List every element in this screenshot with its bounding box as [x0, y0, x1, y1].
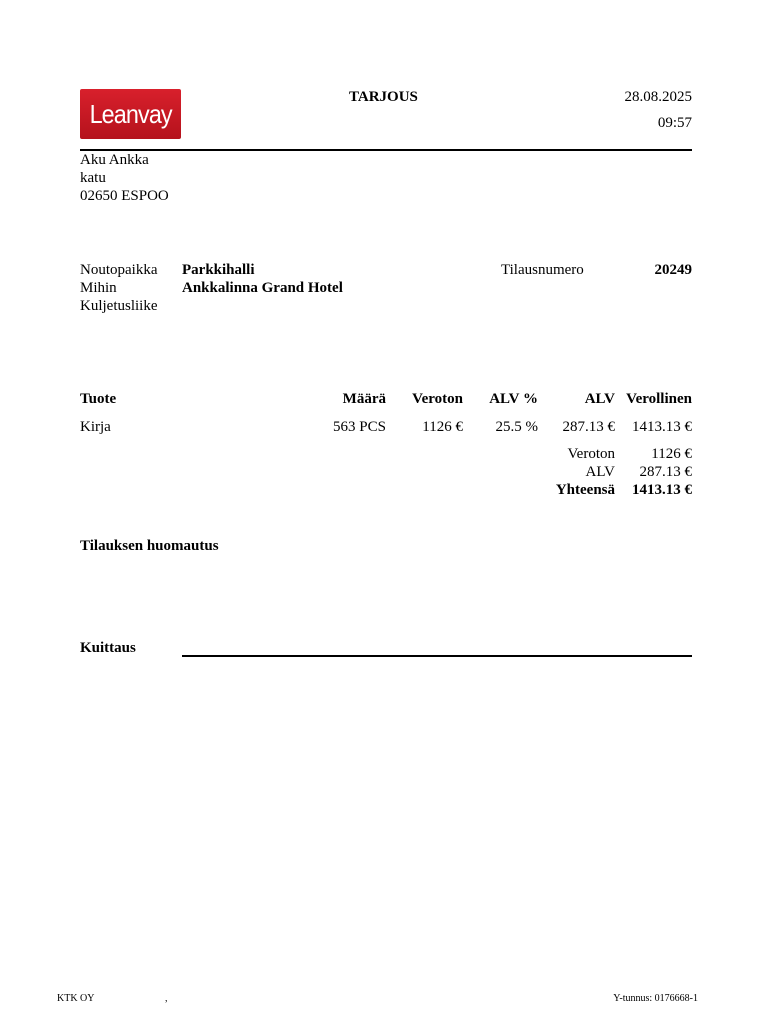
row-vat: 287.13 € [562, 419, 615, 435]
row-net: 1126 € [422, 419, 463, 435]
footer-separator: , [165, 993, 168, 1004]
footer-business-id: Y-tunnus: 0176668-1 [613, 993, 698, 1004]
order-number-value: 20249 [654, 262, 692, 278]
logo-text: Leanvay [89, 98, 172, 129]
destination-label: Mihin [80, 280, 117, 296]
totals-net-value: 1126 € [651, 446, 692, 462]
signature-label: Kuittaus [80, 640, 136, 656]
customer-postal-city: 02650 ESPOO [80, 188, 169, 204]
notes-heading: Tilauksen huomautus [80, 538, 219, 554]
document-type: TARJOUS [349, 89, 418, 105]
totals-vat-label: ALV [585, 464, 615, 480]
row-quantity: 563 PCS [333, 419, 386, 435]
carrier-label: Kuljetusliike [80, 298, 158, 314]
order-number-label: Tilausnumero [501, 262, 584, 278]
totals-vat-value: 287.13 € [639, 464, 692, 480]
pickup-value: Parkkihalli [182, 262, 255, 278]
col-product: Tuote [80, 391, 117, 407]
totals-net-label: Veroton [567, 446, 615, 462]
totals-total-value: 1413.13 € [632, 482, 692, 498]
document-date: 28.08.2025 [624, 89, 692, 105]
footer-company: KTK OY [57, 993, 95, 1004]
totals-total-label: Yhteensä [555, 482, 615, 498]
signature-line [182, 655, 692, 657]
customer-street: katu [80, 170, 106, 186]
header-divider [80, 149, 692, 151]
company-logo [80, 89, 181, 139]
col-vat-pct: ALV % [489, 391, 538, 407]
customer-address [80, 151, 169, 205]
destination-value: Ankkalinna Grand Hotel [182, 280, 343, 296]
table-header [0, 391, 766, 411]
customer-name: Aku Ankka [80, 152, 149, 168]
col-net: Veroton [412, 391, 463, 407]
row-product: Kirja [80, 419, 111, 435]
col-vat: ALV [584, 391, 615, 407]
col-gross: Verollinen [626, 391, 692, 407]
pickup-label: Noutopaikka [80, 262, 158, 278]
col-quantity: Määrä [342, 391, 386, 407]
row-gross: 1413.13 € [632, 419, 692, 435]
row-vat-pct: 25.5 % [495, 419, 538, 435]
table-row [0, 419, 766, 439]
document-time: 09:57 [657, 115, 692, 131]
